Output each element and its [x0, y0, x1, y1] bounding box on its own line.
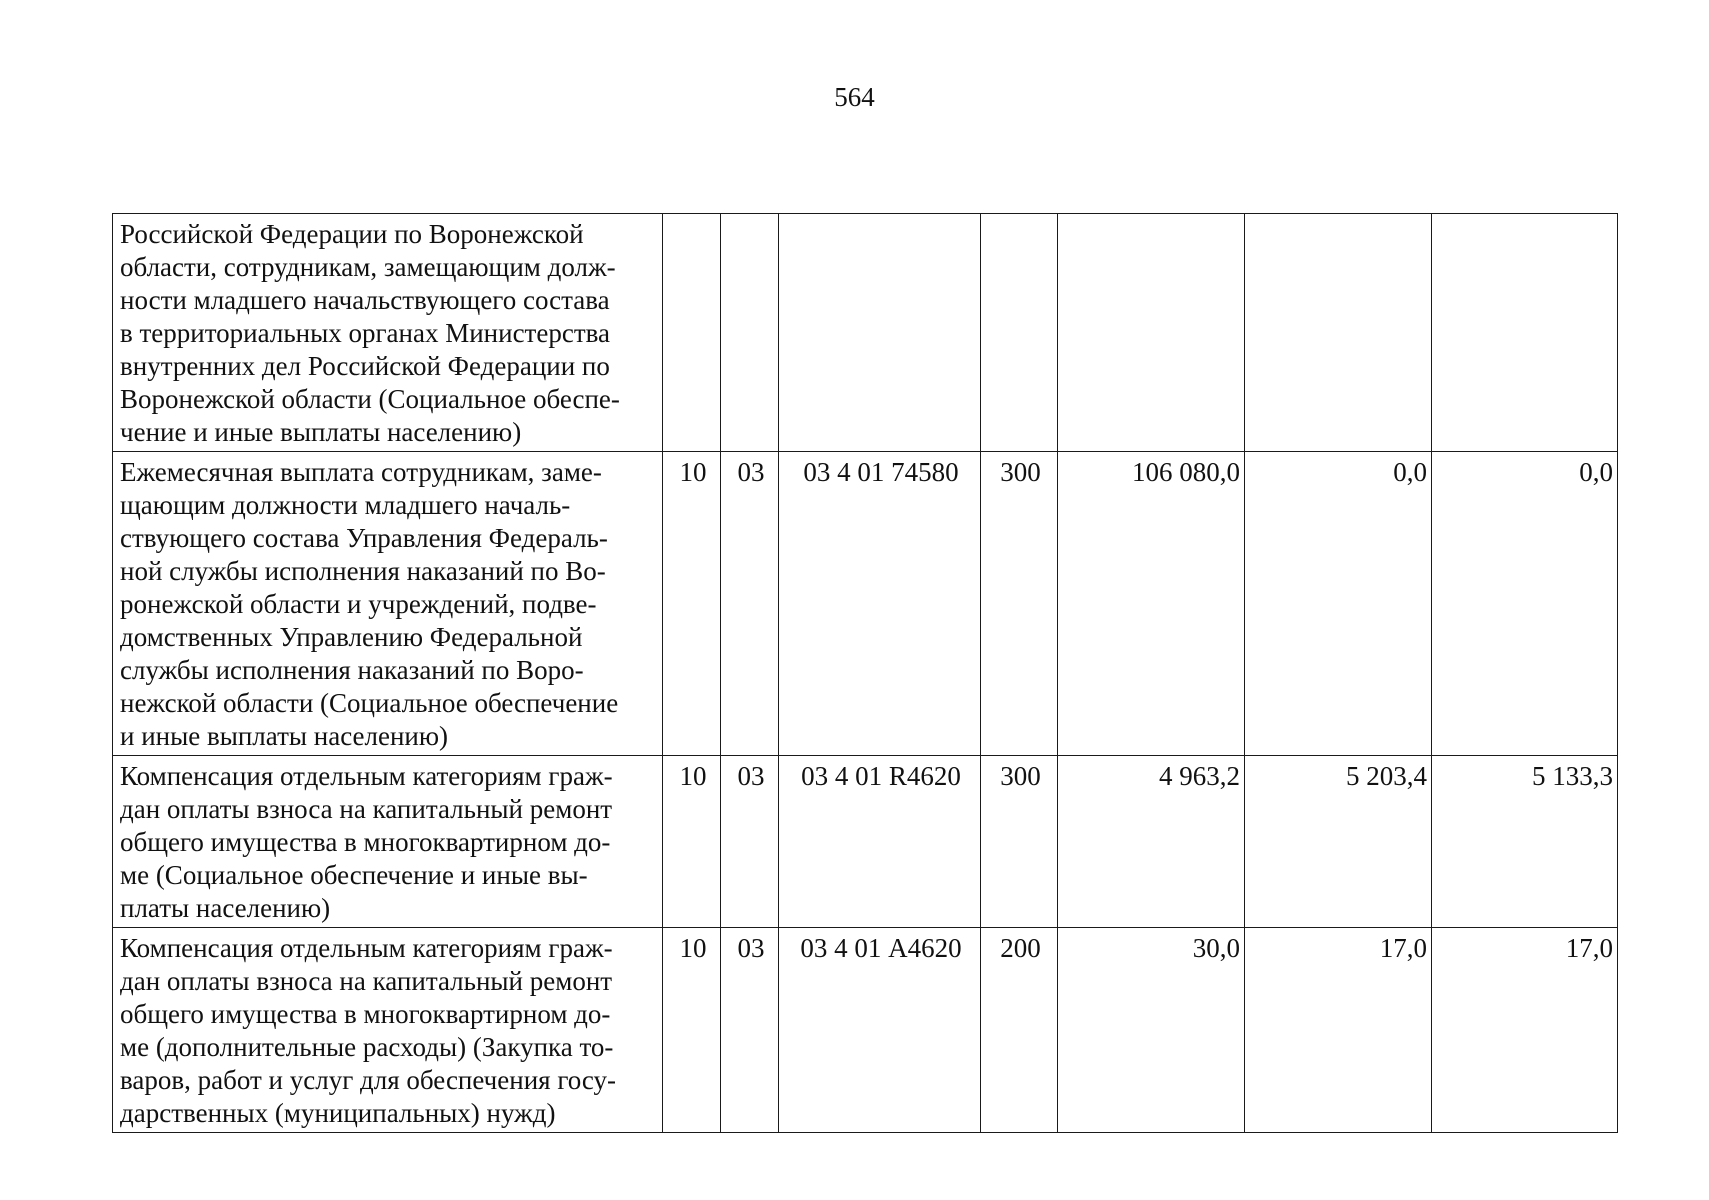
description-line: общего имущества в многоквартирном до- [120, 999, 611, 1029]
description-line: дан оплаты взноса на капитальный ремонт [120, 966, 613, 996]
table-row [113, 452, 1618, 756]
table-row [113, 756, 1618, 928]
sum-cell-1: 30,0 [1058, 928, 1245, 1133]
description-line: Воронежской области (Социальное обеспе- [120, 384, 620, 414]
description-line: в территориальных органах Министерства [120, 318, 610, 348]
description-line: ронежской области и учреждений, подве- [120, 589, 597, 619]
sum-cell-2: 0,0 [1245, 452, 1432, 756]
vr-cell [981, 214, 1058, 452]
description-line: внутренних дел Российской Федерации по [120, 351, 610, 381]
description-line: домственных Управлению Федеральной [120, 622, 583, 652]
csr-cell: 03 4 01 R4620 [779, 756, 981, 928]
description-line: варов, работ и услуг для обеспечения госу- [120, 1065, 617, 1095]
description-line: ной службы исполнения наказаний по Во- [120, 556, 606, 586]
vr-cell: 300 [981, 452, 1058, 756]
description-line: дарственных (муниципальных) нужд) [120, 1098, 556, 1128]
razdel-cell: 10 [663, 756, 721, 928]
description-line: Ежемесячная выплата сотрудникам, заме- [120, 457, 602, 487]
row-description [113, 214, 663, 452]
description-line: Компенсация отдельным категориям граж- [120, 933, 613, 963]
row-description [113, 452, 663, 756]
description-line: Российской Федерации по Воронежской [120, 219, 584, 249]
razdel-cell [663, 214, 721, 452]
sum-cell-2 [1245, 214, 1432, 452]
page-number: 564 [834, 82, 875, 112]
description-line: чение и иные выплаты населению) [120, 417, 522, 447]
description-line: общего имущества в многоквартирном до- [120, 827, 611, 857]
sum-cell-3: 0,0 [1432, 452, 1618, 756]
table-row [113, 214, 1618, 452]
podrazdel-cell [721, 214, 779, 452]
description-line: ме (дополнительные расходы) (Закупка то- [120, 1032, 614, 1062]
sum-cell-2: 17,0 [1245, 928, 1432, 1133]
description-line: Компенсация отдельным категориям граж- [120, 761, 613, 791]
row-description [113, 756, 663, 928]
sum-cell-2: 5 203,4 [1245, 756, 1432, 928]
sum-cell-1: 106 080,0 [1058, 452, 1245, 756]
table-row [113, 928, 1618, 1133]
budget-table [112, 213, 1618, 1133]
podrazdel-cell: 03 [721, 928, 779, 1133]
vr-cell: 300 [981, 756, 1058, 928]
razdel-cell: 10 [663, 928, 721, 1133]
description-line: и иные выплаты населению) [120, 721, 449, 751]
csr-cell: 03 4 01 А4620 [779, 928, 981, 1133]
vr-cell: 200 [981, 928, 1058, 1133]
sum-cell-3: 5 133,3 [1432, 756, 1618, 928]
description-line: дан оплаты взноса на капитальный ремонт [120, 794, 613, 824]
description-line: ности младшего начальствующего состава [120, 285, 610, 315]
sum-cell-3: 17,0 [1432, 928, 1618, 1133]
podrazdel-cell: 03 [721, 756, 779, 928]
csr-cell: 03 4 01 74580 [779, 452, 981, 756]
sum-cell-1: 4 963,2 [1058, 756, 1245, 928]
sum-cell-1 [1058, 214, 1245, 452]
description-line: службы исполнения наказаний по Воро- [120, 655, 584, 685]
description-line: ствующего состава Управления Федераль- [120, 523, 608, 553]
description-line: области, сотрудникам, замещающим долж- [120, 252, 616, 282]
description-line: щающим должности младшего началь- [120, 490, 571, 520]
description-line: платы населению) [120, 893, 331, 923]
description-line: ме (Социальное обеспечение и иные вы- [120, 860, 588, 890]
sum-cell-3 [1432, 214, 1618, 452]
razdel-cell: 10 [663, 452, 721, 756]
csr-cell [779, 214, 981, 452]
description-line: нежской области (Социальное обеспечение [120, 688, 619, 718]
row-description [113, 928, 663, 1133]
podrazdel-cell: 03 [721, 452, 779, 756]
